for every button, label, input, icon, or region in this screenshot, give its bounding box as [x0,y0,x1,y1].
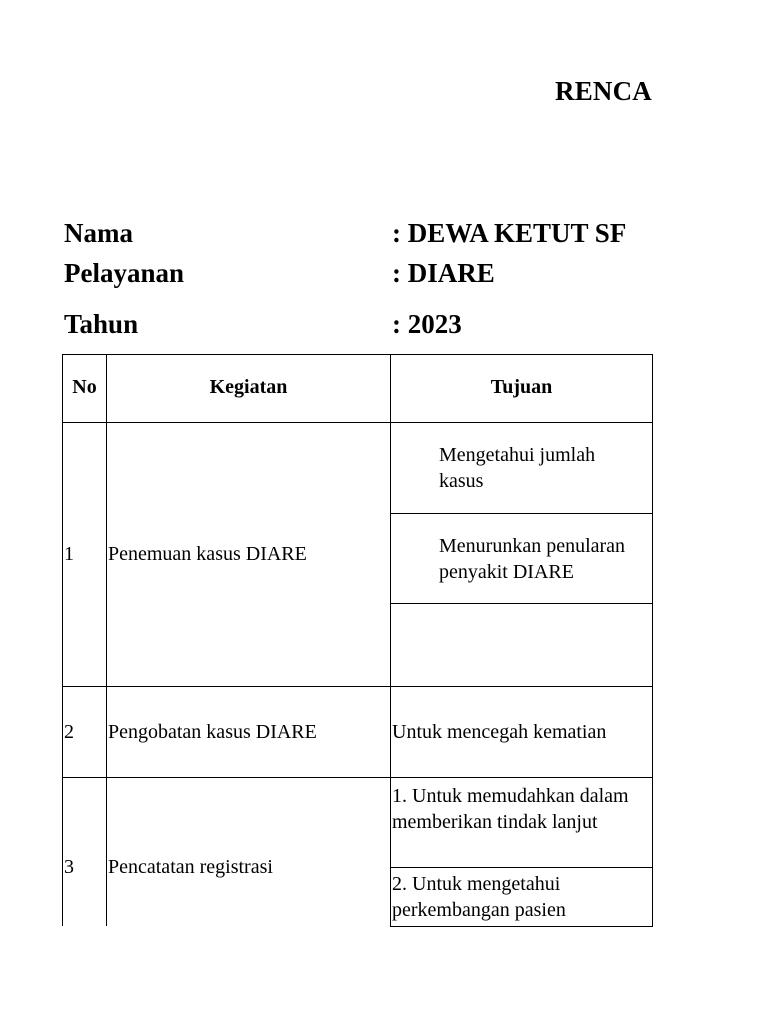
table-border-top [62,354,653,355]
table-border-left [62,354,63,926]
header-tujuan: Tujuan [490,376,553,398]
row-3-tujuan-2: 2. Untuk mengetahui perkembangan pasien [392,873,566,921]
header-no: No [72,376,97,398]
row-1-tujuan-1: Mengetahui jumlah kasus [439,444,596,492]
nama-value: : DEWA KETUT SF [392,218,627,248]
header-kegiatan: Kegiatan [209,376,288,398]
nama-label: Nama [64,218,133,248]
row-3-kegiatan: Pencatatan registrasi [108,856,273,878]
row-2-no: 2 [64,721,74,743]
tujuan-subrow-divider [390,513,653,514]
tujuan-subrow-divider [390,603,653,604]
pelayanan-value: : DIARE [392,258,495,288]
table-header-divider [62,422,653,423]
row-3-tujuan-1: 1. Untuk memudahkan dalam memberikan tindak lanjut [392,785,629,833]
row-2-tujuan-1: Untuk mencegah kematian [392,721,607,743]
table-row-divider [62,777,653,778]
row-1-tujuan-2: Menurunkan penularan penyakit DIARE [439,535,626,583]
table-divider-no [106,354,107,926]
row-1-no: 1 [64,543,74,565]
row-2-kegiatan: Pengobatan kasus DIARE [108,721,317,743]
tahun-value: : 2023 [392,309,462,339]
row-1-kegiatan: Penemuan kasus DIARE [108,543,307,565]
tujuan-subrow-divider [390,867,653,868]
table-border-right [652,354,653,926]
document-title: RENCA [555,76,653,106]
tahun-label: Tahun [64,309,139,339]
table-row-divider [62,686,653,687]
row-3-no: 3 [64,856,74,878]
tujuan-bottom-border [390,926,653,927]
pelayanan-label: Pelayanan [64,258,185,288]
table-divider-kegiatan [390,354,391,926]
